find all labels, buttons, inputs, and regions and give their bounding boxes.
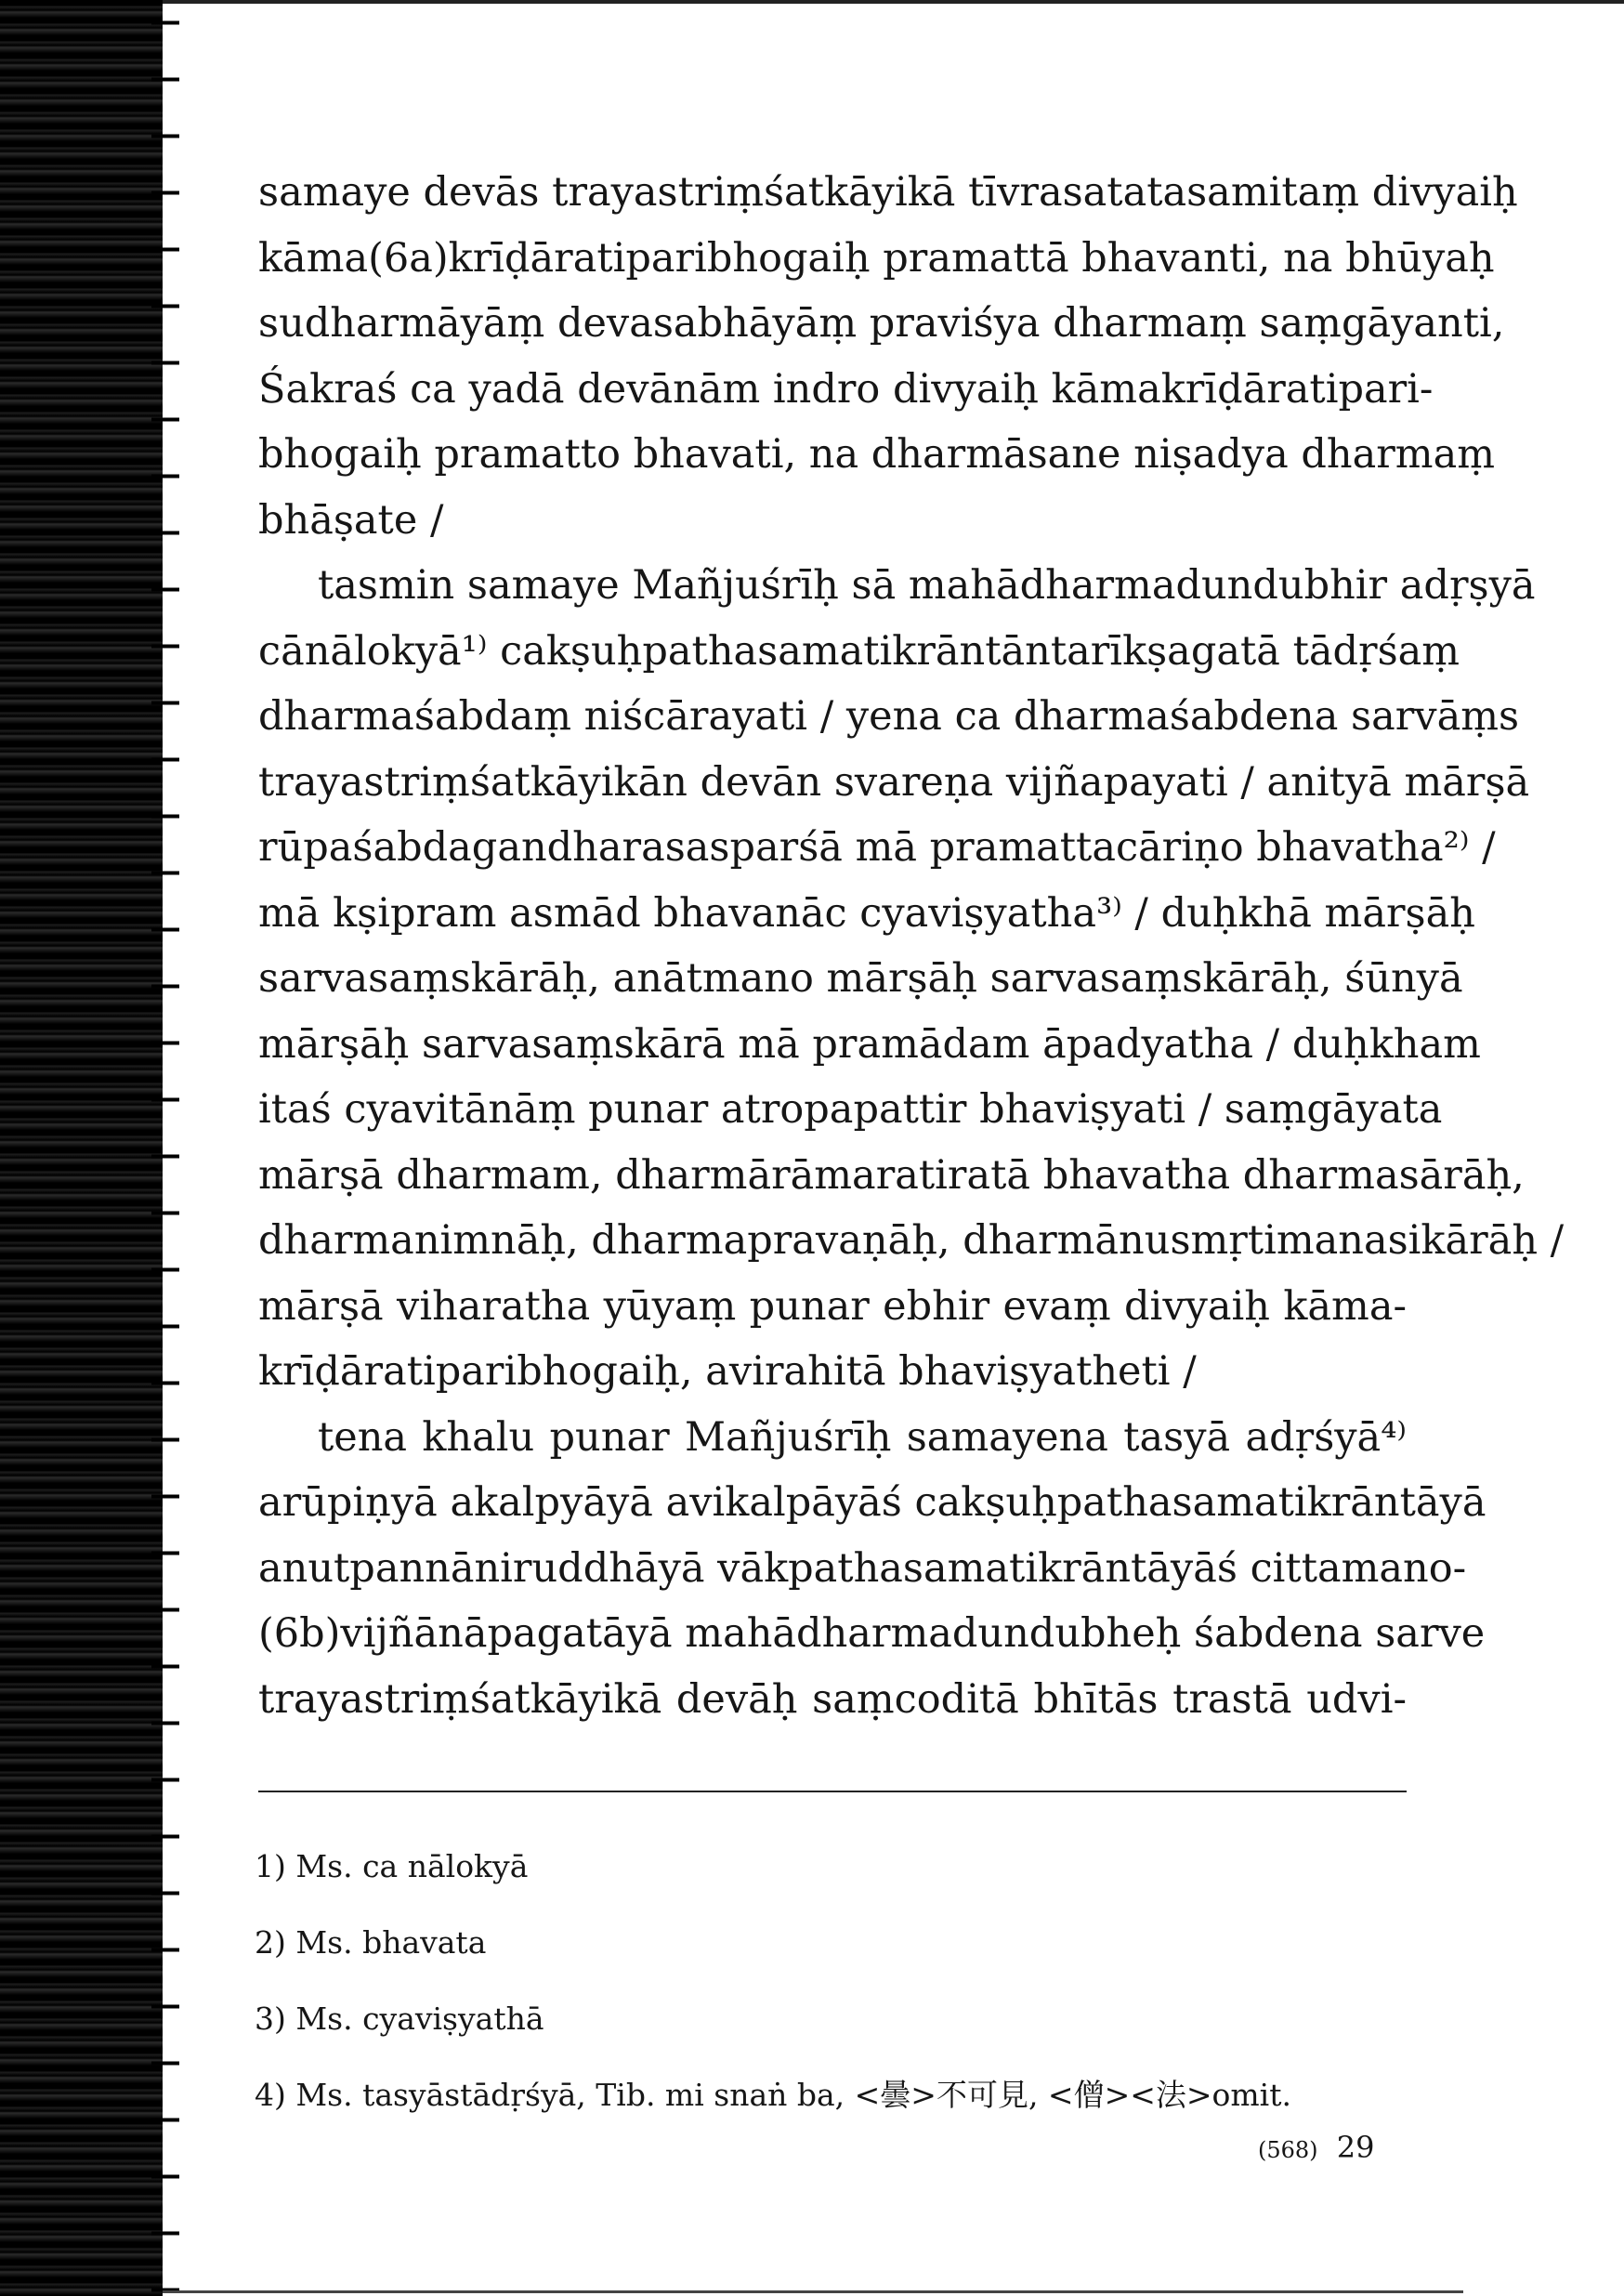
text-line: kāma(6a)krīḍāratiparibhogaiḥ pramattā bhavanti, na bhūyaḥ: [258, 234, 1495, 282]
text-line: dharmaśabdaṃ niścārayati / yena ca dharmaśabdena sarvāṃs: [258, 693, 1520, 740]
main-text: [258, 160, 1565, 1732]
text-line: (6b)vijñānāpagatāyā mahādharmadundubheḥ śabdena sarve: [258, 1610, 1486, 1657]
text-line: dharmanimnāḥ, dharmapravaṇāḥ, dharmānusmṛtimanasikārāḥ /: [258, 1217, 1565, 1264]
text-line: trayastriṃśatkāyikān devān svareṇa vijñapayati / anityā mārṣā: [258, 758, 1530, 806]
text-line: arūpiṇyā akalpyāyā avikalpāyāś cakṣuḥpathasamatikrāntāyā: [258, 1479, 1486, 1526]
page-number: [1258, 2130, 1374, 2165]
text-line: anutpannāniruddhāyā vākpathasamatikrāntāyāś cittamano-: [258, 1544, 1467, 1592]
text-line: mārṣā dharmam, dharmārāmaratiratā bhavatha dharmasārāḥ,: [258, 1151, 1525, 1199]
text-line: krīḍāratiparibhogaiḥ, avirahitā bhaviṣyatheti /: [258, 1348, 1197, 1395]
paragraph-3: [258, 1405, 1486, 1733]
text-line: rūpaśabdagandharasasparśā mā pramattacāriṇo bhavatha²⁾ /: [258, 824, 1496, 871]
text-line: itaś cyavitānāṃ punar atropapattir bhaviṣyati / saṃgāyata: [258, 1086, 1443, 1133]
footnote-3: 3) Ms. cyaviṣyathā: [255, 2001, 544, 2037]
paragraph-1: [258, 160, 1518, 553]
footnotes: [255, 1829, 1425, 2133]
footnote-4: 4) Ms. tasyāstādṛśyā, Tib. mi snaṅ ba, <曇>不可見, <僧><法>omit.: [255, 2077, 1291, 2113]
text-line: bhogaiḥ pramatto bhavati, na dharmāsane niṣadya dharmaṃ: [258, 431, 1495, 478]
footnote-2: 2) Ms. bhavata: [255, 1924, 487, 1961]
text-line: tena khalu punar Mañjuśrīḥ samayena tasyā adṛśyā⁴⁾: [318, 1413, 1407, 1461]
text-line: samaye devās trayastriṃśatkāyikā tīvrasatatasamitaṃ divyaiḥ: [258, 169, 1518, 216]
text-line: mā kṣipram asmād bhavanāc cyaviṣyatha³⁾ / duḥkhā mārṣāḥ: [258, 889, 1475, 937]
text-line: tasmin samaye Mañjuśrīḥ sā mahādharmadundubhir adṛṣyā: [318, 562, 1536, 609]
footnote-1: 1) Ms. ca nālokyā: [255, 1848, 529, 1884]
text-line: sarvasaṃskārāḥ, anātmano mārṣāḥ sarvasaṃskārāḥ, śūnyā: [258, 955, 1463, 1002]
text-line: trayastriṃśatkāyikā devāḥ saṃcoditā bhītās trastā udvi-: [258, 1675, 1407, 1723]
text-line: mārṣāḥ sarvasaṃskārā mā pramādam āpadyatha / duḥkham: [258, 1020, 1481, 1068]
text-line: Śakraś ca yadā devānām indro divyaiḥ kāmakrīḍāratipari-: [258, 365, 1434, 413]
folio-ref: (568): [1258, 2137, 1318, 2163]
text-line: sudharmāyāṃ devasabhāyāṃ praviśya dharmaṃ saṃgāyanti,: [258, 300, 1505, 347]
text-line: cānālokyā¹⁾ cakṣuḥpathasamatikrāntāntarīkṣagatā tādṛśaṃ: [258, 627, 1460, 675]
paragraph-2: [258, 553, 1565, 1405]
text-line: mārṣā viharatha yūyaṃ punar ebhir evaṃ divyaiḥ kāma-: [258, 1282, 1407, 1330]
bottom-edge-rule: [163, 2290, 1463, 2293]
scan-edge-shadow: [0, 0, 163, 2296]
text-line: bhāṣate /: [258, 496, 444, 544]
top-edge-rule: [163, 0, 1624, 4]
folio-page: 29: [1336, 2130, 1375, 2165]
footnote-divider: [258, 1791, 1407, 1792]
